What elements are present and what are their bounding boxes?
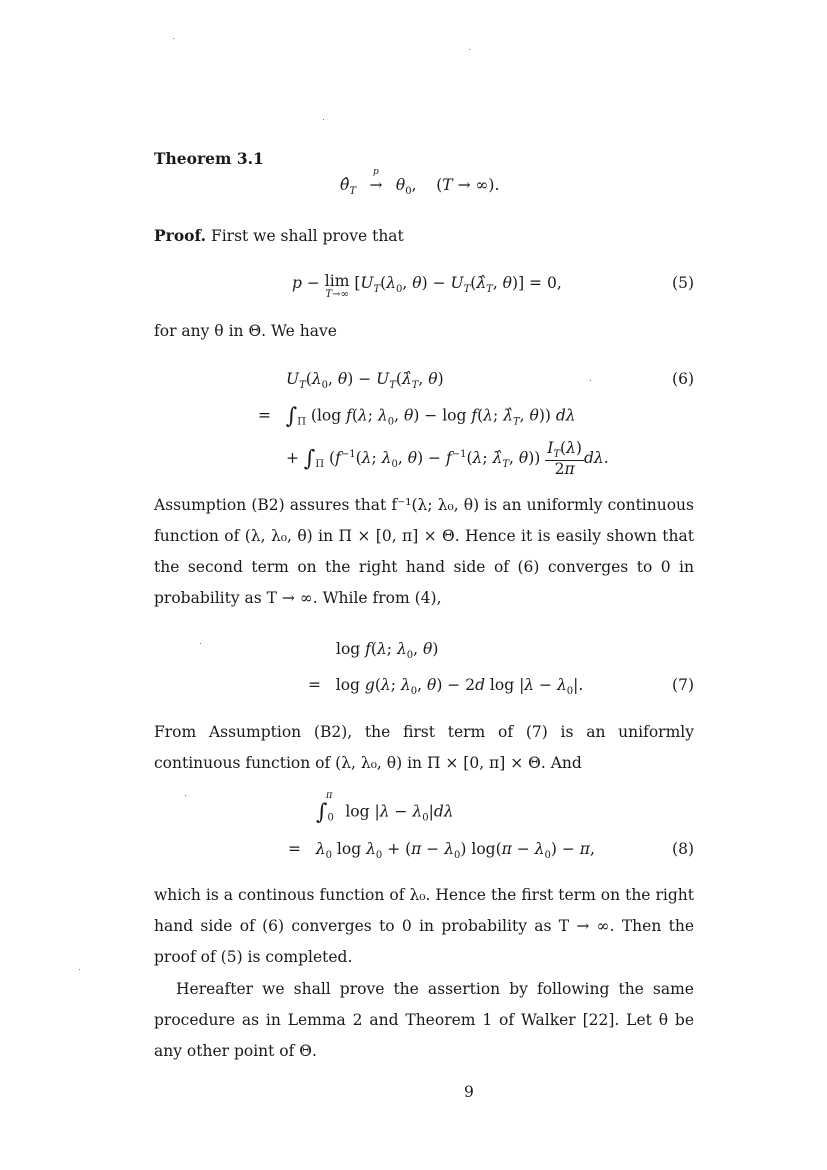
proof-intro: First we shall prove that [210,227,404,245]
equation-6-number: (6) [672,370,694,388]
equation-8-line1: $\int_0^\pi$ $\log |\lambda - \lambda_0|d\lambda$ [316,790,454,825]
proof-intro-line [154,220,404,252]
theorem-statement: $\thetâ_T$ p → $\theta_0$, (T → ∞). [340,167,500,198]
proof-label: Proof. [154,226,207,245]
equation-7-line1: log f(λ; $\lambda_0$, θ) [336,640,439,662]
after-eq5-text: for any θ in Θ. We have [154,322,337,340]
paragraph-2: From Assumption (B2), the first term of (7) is an uniformly continuous function of (λ, λ₀, θ) in Π × [0, π] × Θ. And [154,723,694,772]
page-number: 9 [464,1083,474,1101]
scan-speck [590,380,591,381]
scan-speck [173,38,174,39]
paragraph-4: Hereafter we shall prove the assertion by following the same procedure as in Lemma 2 and Theorem 1 of Walker [22]. Let θ be any other point of Θ. [154,980,694,1060]
theorem-heading: Theorem 3.1 [154,149,264,168]
equation-6-line3: + $\int_\Pi$ ($f^{-1}(\lambda$; $\lambda_0$, $\theta) - f^{-1}(\lambda$; $\lambdâ_T$, θ)) $\frac{I_T(\lambda)}{2\pi}$ dλ. [286,439,609,479]
equation-8-number: (8) [672,840,694,858]
equation-5-number: (5) [672,274,694,292]
scan-speck [79,969,80,970]
scan-speck [323,119,324,120]
paragraph-3: which is a continous function of λ₀. Hence the first term on the right hand side of (6) converges to 0 in probability as T → ∞. Then the proof of (5) is completed. [154,886,694,966]
scan-speck [200,643,201,644]
scan-speck [185,795,186,796]
paragraph-1: Assumption (B2) assures that f⁻¹(λ; λ₀, θ) is an uniformly continuous function of (λ, λ₀, θ) in Π × [0, π] × Θ. Hence it is easily shown that the second term on the right hand side of (6) converges to 0 in probability as T → ∞. While from (4), [154,496,694,607]
equation-7-line2: = log g(λ; $\lambda_0$, θ) − 2d $\log |\lambda - \lambda_0|$. [308,676,584,698]
equation-8-line2: = $\lambda_0$ $\log \lambda_0 + (\pi - \lambda_0) \log(\pi - \lambda_0) - \pi$, [288,840,595,862]
scan-speck [469,49,470,50]
equation-6-line2: = $\int_\Pi$ (log f(λ; $\lambda_0$, θ) − log f(λ; $\lambdâ_T$, θ)) dλ [258,404,576,429]
equation-6-line1: $U_T(\lambda_0$, $\theta) - U_T(\lambdâ_T$, θ) [286,370,444,392]
equation-5: p − lim T→∞ [$U_T(\lambda_0$, $\theta) - U_T(\lambdâ_T$, θ)] = 0, [292,272,562,300]
equation-7-number: (7) [672,676,694,694]
